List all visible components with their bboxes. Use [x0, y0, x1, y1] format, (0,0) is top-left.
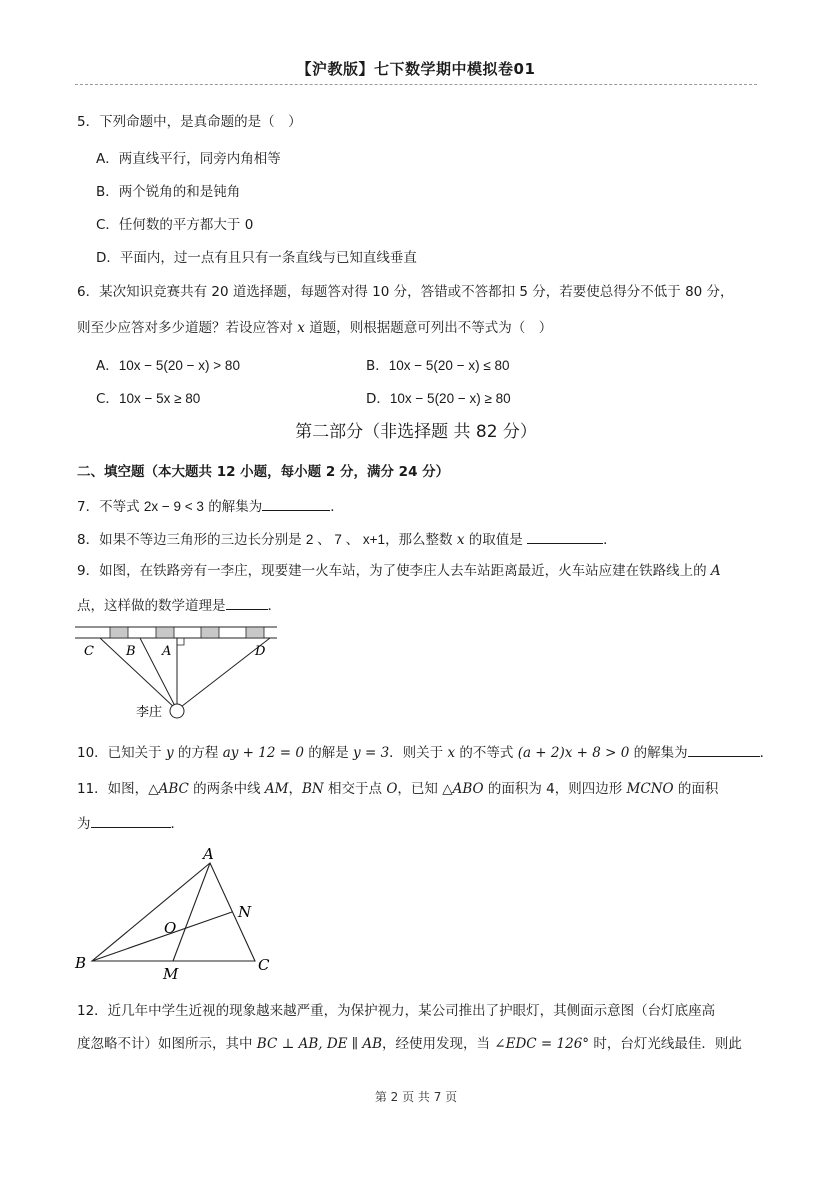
q11-text-i: ．: [170, 816, 184, 832]
q10-text-a: 10．已知关于: [77, 745, 166, 761]
q12-text-b: ，经使用发现，当: [382, 1036, 495, 1052]
q9-line2: [77, 595, 281, 615]
q9-point-a: A: [710, 563, 721, 579]
q11-median-am: AM: [264, 781, 289, 797]
q6-option-b-expr: 10x − 5(20 − x) ≤ 80: [388, 358, 510, 373]
q10-text-g: ．: [759, 745, 774, 761]
q12-condition: BC ⊥ AB, DE ∥ AB: [256, 1036, 382, 1052]
label-m: M: [163, 965, 179, 983]
q11-text-f: 的面积为 4，则四边形: [483, 781, 627, 797]
label-d: D: [255, 644, 266, 659]
section-2-title: 第二部分（非选择题 共 82 分）: [295, 422, 537, 442]
q6-stem-text-a: 则至少应答对多少道题？若设应答对: [77, 320, 298, 336]
q5-option-d: D．平面内，过一点有且只有一条直线与已知直线垂直: [96, 250, 417, 266]
segment-b-village: [140, 638, 177, 710]
q6-option-b-label: B．: [366, 358, 389, 374]
label-village: 李庄: [136, 705, 163, 720]
railway-tie: [156, 627, 174, 638]
q11-median-bn: BN: [302, 781, 324, 797]
median-bn: [92, 912, 232, 961]
q6-option-a-expr: 10x − 5(20 − x) > 80: [118, 358, 240, 373]
q11-line1: [77, 780, 718, 798]
q9-text-b: 点，这样做的数学道理是: [77, 598, 226, 614]
q11-text-b: 的两条中线: [188, 781, 265, 797]
q6-option-d-expr: 10x − 5(20 − x) ≥ 80: [389, 391, 511, 406]
q7-answer-blank[interactable]: [262, 496, 330, 511]
q6-option-d: [366, 390, 511, 408]
q10-text-c: 的解是: [303, 745, 354, 761]
q8-text-c: 的取值是: [464, 532, 528, 548]
q8-text-d: ．: [603, 532, 617, 548]
q11-line2: [77, 813, 184, 833]
q11-triangle-abc: △ABC: [148, 781, 189, 797]
q6-stem-line2: [77, 319, 552, 337]
railway-tie: [201, 627, 219, 638]
q10-text-d: ．则关于: [389, 745, 448, 761]
label-a: A: [203, 845, 214, 863]
header-divider: [75, 84, 757, 85]
label-c: C: [84, 644, 94, 659]
q5-option-c: C．任何数的平方都大于 0: [96, 217, 254, 233]
label-b: B: [126, 644, 136, 659]
q11-text-c: ，: [288, 781, 302, 797]
q6-option-b: [366, 357, 510, 375]
q8-text-b: ，那么整数: [385, 532, 457, 548]
q10-text-f: 的解集为: [629, 745, 688, 761]
q5-option-a: A．两直线平行，同旁内角相等: [96, 151, 281, 167]
q6-variable-x: x: [297, 320, 305, 336]
q10-answer-blank[interactable]: [688, 742, 760, 757]
q12-line1: 12．近几年中学生近视的现象越来越严重，为保护视力，某公司推出了护眼灯，其侧面示意图（台灯底座高: [77, 1003, 716, 1019]
q11-quad-mcno: MCNO: [626, 781, 674, 797]
page-footer: 第 2 页 共 7 页: [374, 1090, 458, 1104]
label-b: B: [75, 954, 87, 972]
q9-railway-figure: [70, 620, 285, 725]
label-c: C: [258, 956, 270, 974]
label-a: A: [162, 644, 172, 659]
page-header-title: 【沪教版】七下数学期中模拟卷01: [296, 60, 536, 78]
q11-point-o: O: [386, 781, 398, 797]
q6-option-c-label: C．: [96, 391, 119, 407]
q6-stem-line1: 6．某次知识竞赛共有 20 道选择题，每题答对得 10 分，答错或不答都扣 5 分，若要使总得分不低于 80 分，: [77, 284, 734, 300]
q10: [77, 742, 773, 762]
q7-inequality: 2x − 9 < 3: [143, 499, 204, 514]
q10-equation: ay + 12 = 0: [222, 745, 304, 761]
q11-text-g: 的面积: [673, 781, 719, 797]
q7-text-a: 7．不等式: [77, 499, 144, 515]
q7-text-c: ．: [330, 499, 344, 515]
q10-text-e: 的不等式: [455, 745, 518, 761]
q11-answer-blank[interactable]: [91, 813, 171, 828]
q5-option-b: B．两个锐角的和是钝角: [96, 184, 241, 200]
q10-text-b: 的方程: [173, 745, 223, 761]
q8-text-a: 8．如果不等边三角形的三边长分别是: [77, 532, 306, 548]
q12-text-c: 时，台灯光线最佳．则此: [589, 1036, 742, 1052]
q11-text-h: 为: [77, 816, 91, 832]
right-angle-mark: [177, 638, 184, 645]
label-o: O: [164, 919, 177, 937]
q7-text-b: 的解集为: [203, 499, 263, 515]
q12-line2: [77, 1035, 742, 1053]
fill-in-section-header: 二、填空题（本大题共 12 小题，每小题 2 分，满分 24 分）: [77, 464, 450, 480]
railway-tie: [246, 627, 264, 638]
q7: [77, 496, 344, 516]
q8-variable-x: x: [456, 532, 465, 548]
q10-solution: y = 3: [353, 745, 390, 761]
q6-option-a: [96, 357, 240, 375]
q5-stem: 5．下列命题中，是真命题的是（ ）: [77, 114, 302, 130]
q12-text-a: 度忽略不计）如图所示，其中: [77, 1036, 257, 1052]
q11-text-e: ，已知: [397, 781, 443, 797]
q9-text-c: ．: [267, 598, 281, 614]
q8-answer-blank[interactable]: [527, 529, 603, 544]
q9-line1: [77, 562, 721, 580]
village-marker: [170, 704, 184, 718]
q10-var-y: y: [165, 745, 174, 761]
q11-text-a: 11．如图，: [77, 781, 149, 797]
q6-stem-text-b: 道题，则根据题意可列出不等式为（ ）: [304, 320, 553, 336]
q8: [77, 529, 617, 549]
q12-angle: ∠EDC = 126°: [494, 1036, 590, 1052]
label-n: N: [238, 903, 252, 921]
q9-text-a: 9．如图，在铁路旁有一李庄，现要建一火车站，为了使李庄人去车站距离最近，火车站应建在铁路线上的: [77, 563, 711, 579]
q6-option-c-expr: 10x − 5x ≥ 80: [118, 391, 201, 406]
q6-option-d-label: D．: [366, 391, 390, 407]
q11-text-d: 相交于点: [323, 781, 387, 797]
q6-option-c: [96, 390, 200, 408]
q11-triangle-abo: △ABO: [442, 781, 484, 797]
q10-inequality: (a + 2)x + 8 > 0: [517, 745, 630, 761]
q9-answer-blank[interactable]: [226, 595, 268, 610]
railway-tie: [110, 627, 128, 638]
q10-var-x: x: [447, 745, 456, 761]
q6-option-a-label: A．: [96, 358, 119, 374]
q8-side-lengths: 2 、 7 、 x+1: [305, 532, 386, 547]
q11-triangle-figure: [72, 843, 282, 983]
